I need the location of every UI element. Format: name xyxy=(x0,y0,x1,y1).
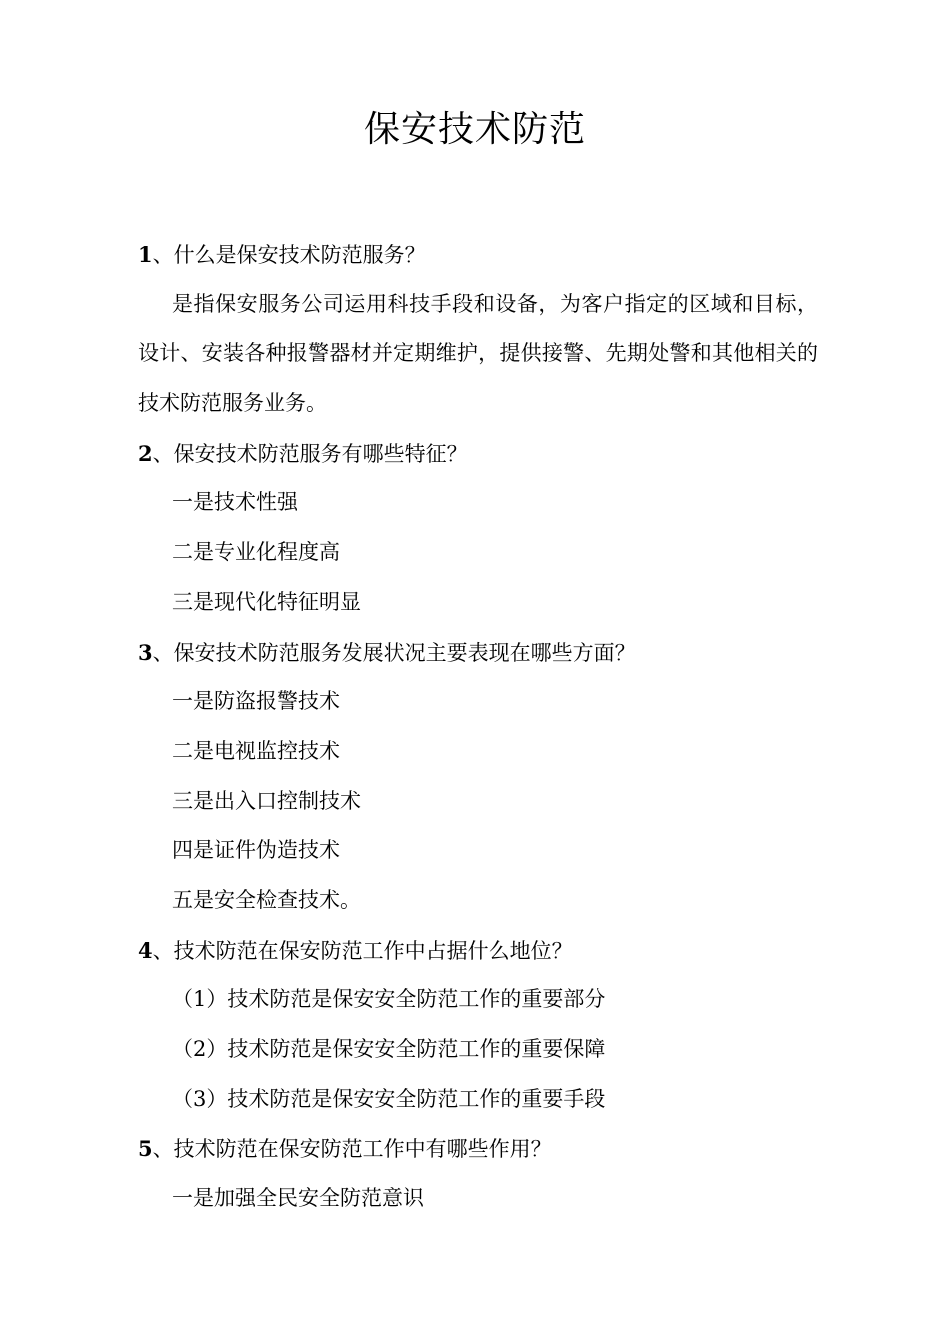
answer-item: 二是专业化程度高 xyxy=(172,540,340,565)
question-number: 3 xyxy=(138,639,153,665)
document-body xyxy=(138,230,818,1224)
question-number: 1 xyxy=(138,242,153,267)
question-5 xyxy=(138,1124,818,1174)
answer-item: 三是现代化特征明显 xyxy=(172,589,361,614)
answer-item: 一是加强全民安全防范意识 xyxy=(172,1186,424,1211)
question-4 xyxy=(138,926,818,976)
answer-item: 三是出入口控制技术 xyxy=(172,788,361,813)
question-text: 、技术防范在保安防范工作中有哪些作用？ xyxy=(152,1137,552,1162)
answer-item: 五是安全检查技术。 xyxy=(172,887,361,912)
answer-item: （2）技术防范是保安安全防范工作的重要保障 xyxy=(172,1037,606,1062)
question-number: 5 xyxy=(138,1136,153,1162)
document-title: 保安技术防范 xyxy=(363,109,586,150)
question-1 xyxy=(138,230,818,280)
answer-paragraph: 是指保安服务公司运用科技手段和设备，为客户指定的区域和目标，设计、安装各种报警器材并定期维护，提供接警、先期处警和其他相关的技术防范服务业务。 xyxy=(138,291,818,416)
question-text: 、保安技术防范服务发展状况主要表现在哪些方面？ xyxy=(152,640,636,665)
answer-item: 二是电视监控技术 xyxy=(172,738,340,763)
question-number: 4 xyxy=(138,937,153,963)
question-text: 、什么是保安技术防范服务？ xyxy=(152,243,426,267)
question-3 xyxy=(138,628,818,678)
question-number: 2 xyxy=(138,440,153,466)
answer-item: （3）技术防范是保安安全防范工作的重要手段 xyxy=(172,1086,606,1111)
answer-item: 一是技术性强 xyxy=(172,490,298,515)
question-text: 、保安技术防范服务有哪些特征？ xyxy=(152,441,468,466)
answer-item: 四是证件伪造技术 xyxy=(172,838,340,863)
answer-item: （1）技术防范是保安安全防范工作的重要部分 xyxy=(172,987,606,1012)
question-text: 、技术防范在保安防范工作中占据什么地位？ xyxy=(152,938,573,963)
question-2 xyxy=(138,429,818,479)
answer-item: 一是防盗报警技术 xyxy=(172,689,340,714)
